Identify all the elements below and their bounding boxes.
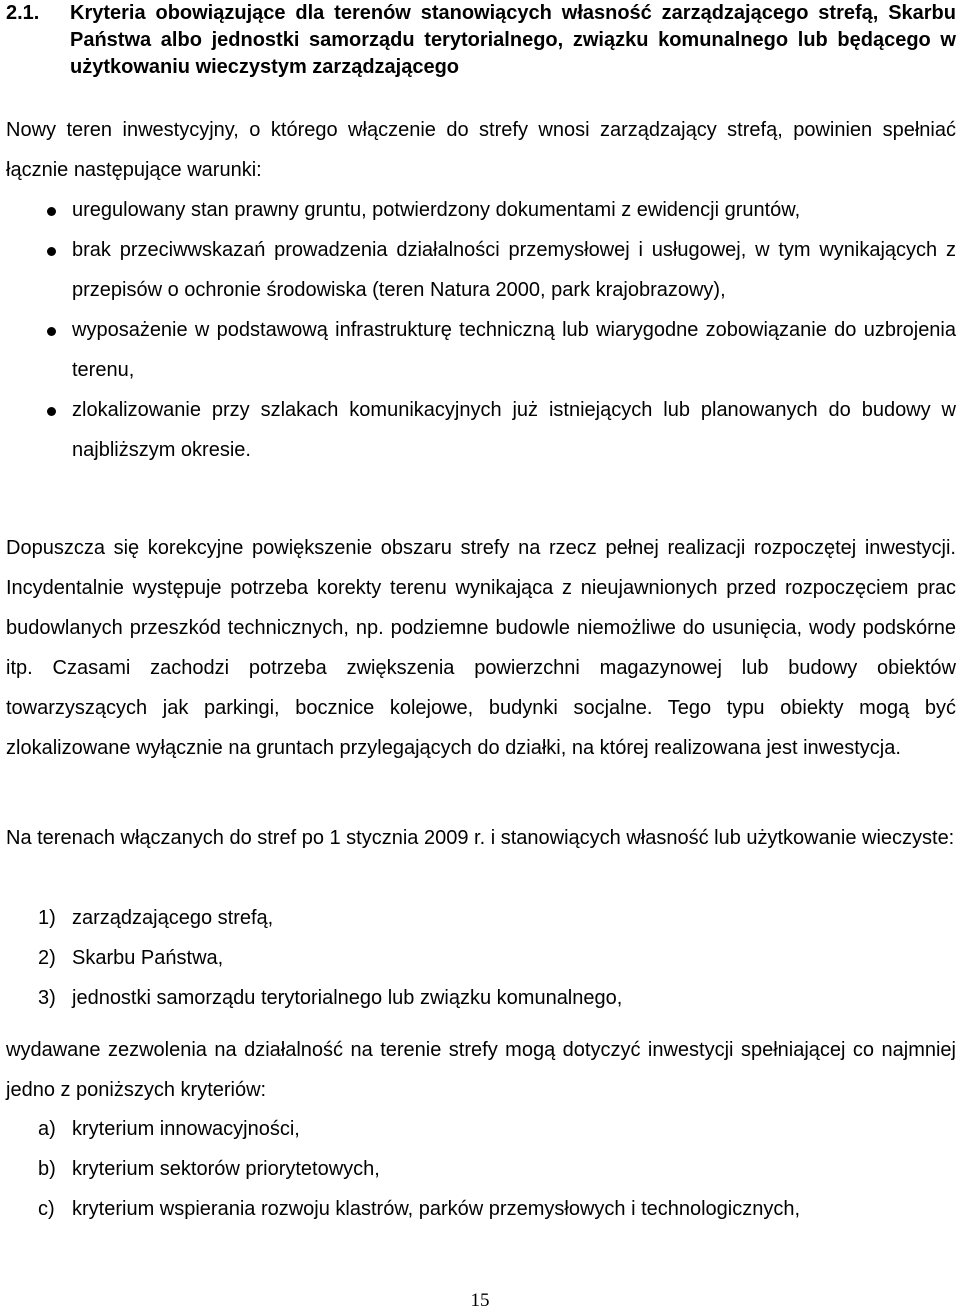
owner-text: zarządzającego strefą,: [72, 907, 274, 929]
section-heading: [6, 0, 956, 81]
condition-text: brak przeciwwskazań prowadzenia działalności przemysłowej i usługowej, w tym wynikających z przepisów o ochronie środowiska (teren Natura 2000, park krajobrazowy),: [72, 239, 956, 301]
criterion-text: kryterium sektorów priorytetowych,: [72, 1158, 380, 1180]
bullet-icon: [47, 247, 56, 256]
criterion-text: kryterium innowacyjności,: [72, 1118, 300, 1140]
list-item: [0, 390, 960, 470]
list-item: [0, 190, 960, 230]
permits-paragraph: wydawane zezwolenia na działalność na terenie strefy mogą dotyczyć inwestycji spełniającej co najmniej jedno z poniższych kryteriów:: [6, 1039, 956, 1101]
list-marker: 2): [38, 947, 56, 969]
list-item: [0, 310, 960, 390]
list-marker: 3): [38, 987, 56, 1009]
section-number: 2.1.: [6, 2, 40, 24]
condition-text: wyposażenie w podstawową infrastrukturę techniczną lub wiarygodne zobowiązanie do uzbrojenia terenu,: [72, 319, 956, 381]
condition-text: uregulowany stan prawny gruntu, potwierdzony dokumentami z ewidencji gruntów,: [72, 199, 801, 221]
list-marker: b): [38, 1158, 56, 1180]
list-item: [0, 1149, 960, 1189]
owner-text: Skarbu Państwa,: [72, 947, 224, 969]
conditions-list: [0, 190, 960, 470]
list-marker: c): [38, 1198, 55, 1220]
correction-paragraph: Dopuszcza się korekcyjne powiększenie obszaru strefy na rzecz pełnej realizacji rozpoczętej inwestycji. Incydentalnie występuje potrzeba korekty terenu wynikająca z nieujawnionych przed rozpoczęciem prac budowlanych przeszkód technicznych, np. podziemne budowle niemożliwe do usunięcia, wody podskórne itp. Czasami zachodzi potrzeba zwiększenia powierzchni magazynowej lub budowy obiektów towarzyszących jak parkingi, bocznice kolejowe, budynki socjalne. Tego typu obiekty mogą być zlokalizowane wyłącznie na gruntach przylegających do działki, na której realizowana jest inwestycja.: [6, 537, 956, 759]
bullet-icon: [47, 207, 56, 216]
bullet-icon: [47, 327, 56, 336]
list-item: [0, 230, 960, 310]
criteria-list: [0, 1109, 960, 1229]
ownership-paragraph: Na terenach włączanych do stref po 1 stycznia 2009 r. i stanowiących własność lub użytkowanie wieczyste:: [6, 827, 955, 849]
intro-paragraph: Nowy teren inwestycyjny, o którego włączenie do strefy wnosi zarządzający strefą, powinien spełniać łącznie następujące warunki:: [6, 119, 956, 181]
list-item: [0, 1109, 960, 1149]
bullet-icon: [47, 407, 56, 416]
condition-text: zlokalizowanie przy szlakach komunikacyjnych już istniejących lub planowanych do budowy w najbliższym okresie.: [72, 399, 956, 461]
criterion-text: kryterium wspierania rozwoju klastrów, parków przemysłowych i technologicznych,: [72, 1198, 801, 1220]
owners-list: [0, 898, 960, 1018]
page-number: 15: [470, 1290, 490, 1311]
list-marker: a): [38, 1118, 56, 1140]
list-item: [0, 898, 960, 938]
list-item: [0, 938, 960, 978]
owner-text: jednostki samorządu terytorialnego lub związku komunalnego,: [72, 987, 623, 1009]
section-title: Kryteria obowiązujące dla terenów stanowiących własność zarządzającego strefą, Skarbu Państwa albo jednostki samorządu terytorialnego, związku komunalnego lub będącego w użytkowaniu wieczystym zarządzającego: [70, 2, 956, 78]
list-marker: 1): [38, 907, 56, 929]
list-item: [0, 1189, 960, 1229]
list-item: [0, 978, 960, 1018]
